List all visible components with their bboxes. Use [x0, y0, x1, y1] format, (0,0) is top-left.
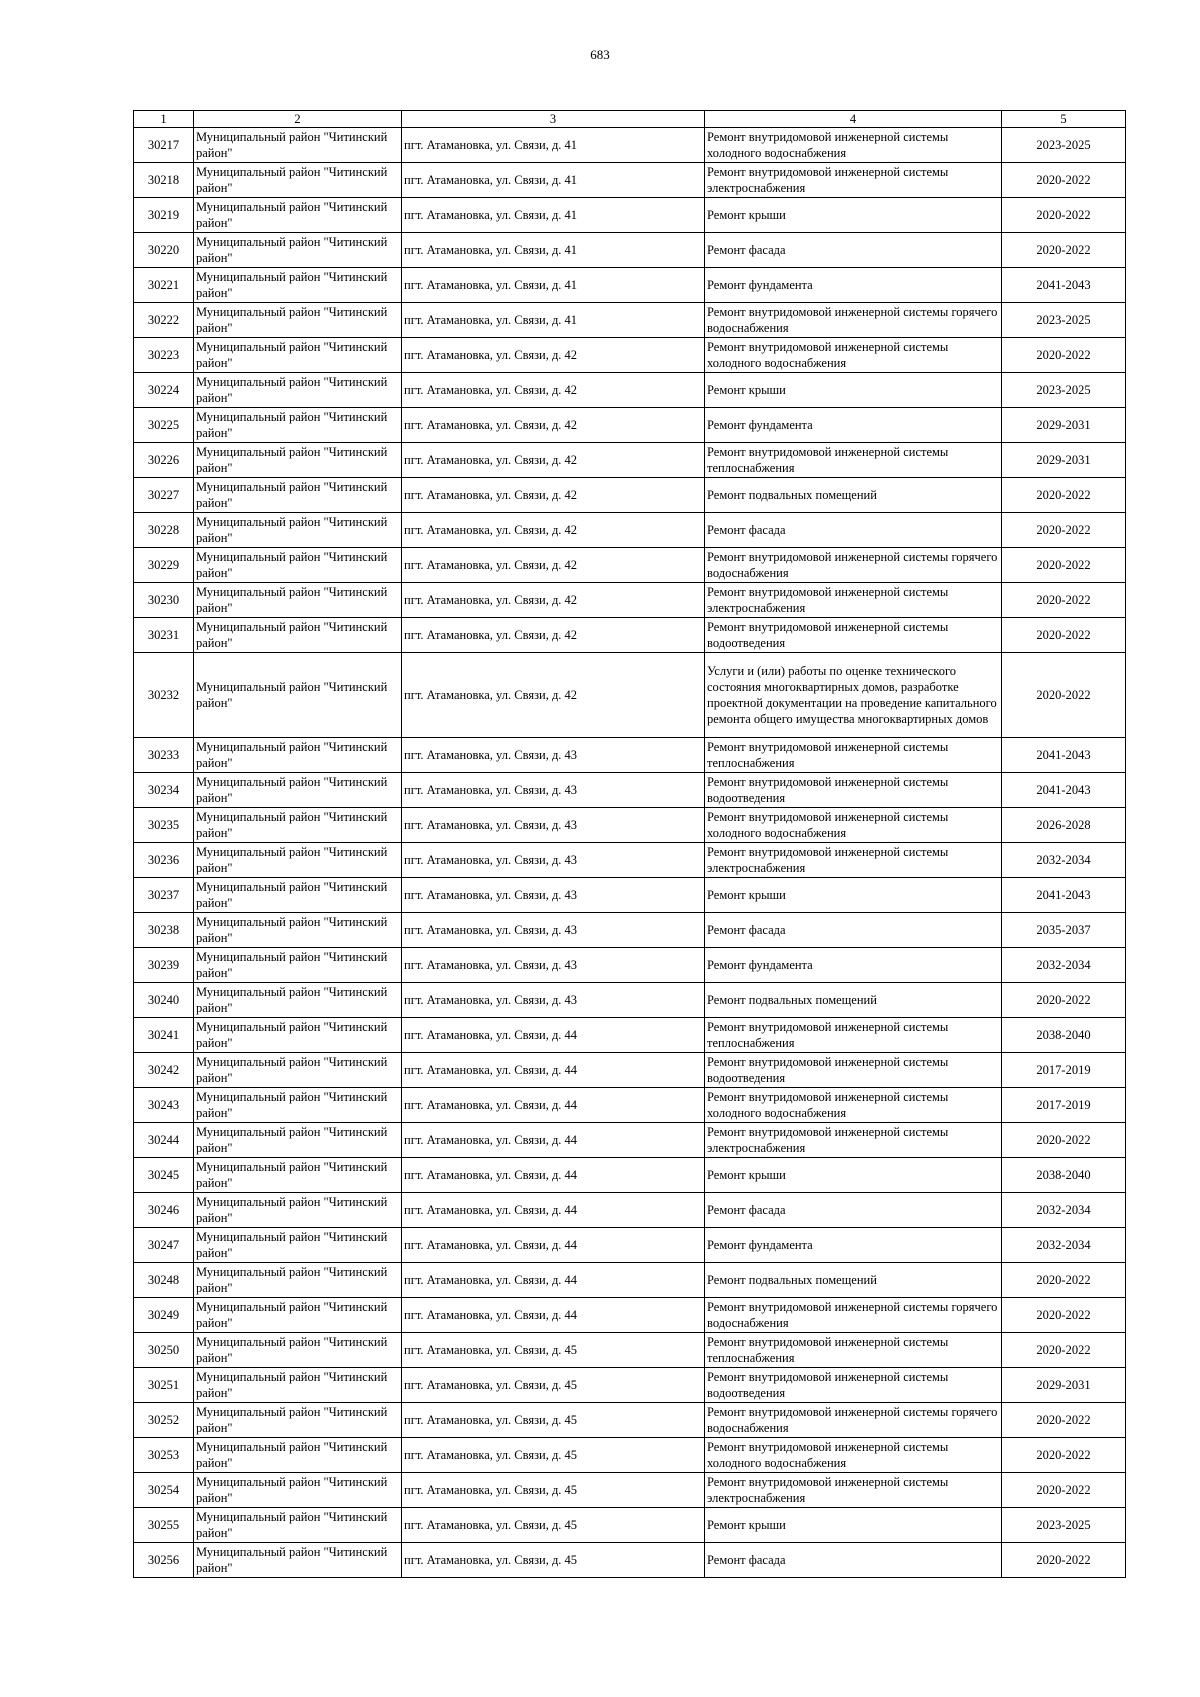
period-cell: 2020-2022 [1002, 478, 1126, 513]
municipality-cell: Муниципальный район "Читинский район" [194, 618, 402, 653]
address-cell: пгт. Атамановка, ул. Связи, д. 41 [402, 163, 705, 198]
municipality-cell: Муниципальный район "Читинский район" [194, 1298, 402, 1333]
row-number-cell: 30253 [134, 1438, 194, 1473]
column-header: 4 [705, 111, 1002, 128]
municipality-cell: Муниципальный район "Читинский район" [194, 1228, 402, 1263]
table-row [134, 653, 1126, 738]
table-row [134, 513, 1126, 548]
work-type-cell: Ремонт внутридомовой инженерной системы холодного водоснабжения [705, 1438, 1002, 1473]
table-row [134, 303, 1126, 338]
row-number-cell: 30229 [134, 548, 194, 583]
row-number-cell: 30239 [134, 948, 194, 983]
row-number-cell: 30245 [134, 1158, 194, 1193]
municipality-cell: Муниципальный район "Читинский район" [194, 1053, 402, 1088]
period-cell: 2041-2043 [1002, 878, 1126, 913]
address-cell: пгт. Атамановка, ул. Связи, д. 45 [402, 1333, 705, 1368]
work-type-cell: Ремонт фундамента [705, 948, 1002, 983]
work-type-cell: Ремонт фасада [705, 1193, 1002, 1228]
municipality-cell: Муниципальный район "Читинский район" [194, 163, 402, 198]
period-cell: 2041-2043 [1002, 268, 1126, 303]
row-number-cell: 30237 [134, 878, 194, 913]
address-cell: пгт. Атамановка, ул. Связи, д. 42 [402, 548, 705, 583]
period-cell: 2020-2022 [1002, 1263, 1126, 1298]
row-number-cell: 30227 [134, 478, 194, 513]
address-cell: пгт. Атамановка, ул. Связи, д. 41 [402, 198, 705, 233]
municipality-cell: Муниципальный район "Читинский район" [194, 948, 402, 983]
period-cell: 2020-2022 [1002, 618, 1126, 653]
period-cell: 2017-2019 [1002, 1088, 1126, 1123]
row-number-cell: 30223 [134, 338, 194, 373]
period-cell: 2026-2028 [1002, 808, 1126, 843]
row-number-cell: 30240 [134, 983, 194, 1018]
period-cell: 2020-2022 [1002, 583, 1126, 618]
period-cell: 2041-2043 [1002, 738, 1126, 773]
table-row [134, 808, 1126, 843]
row-number-cell: 30222 [134, 303, 194, 338]
period-cell: 2023-2025 [1002, 1508, 1126, 1543]
period-cell: 2020-2022 [1002, 1438, 1126, 1473]
page-number: 683 [590, 47, 610, 62]
column-header: 3 [402, 111, 705, 128]
municipality-cell: Муниципальный район "Читинский район" [194, 738, 402, 773]
period-cell: 2017-2019 [1002, 1053, 1126, 1088]
period-cell: 2035-2037 [1002, 913, 1126, 948]
table-row [134, 1508, 1126, 1543]
address-cell: пгт. Атамановка, ул. Связи, д. 41 [402, 268, 705, 303]
work-type-cell: Ремонт внутридомовой инженерной системы электроснабжения [705, 583, 1002, 618]
table-row [134, 408, 1126, 443]
municipality-cell: Муниципальный район "Читинский район" [194, 233, 402, 268]
work-type-cell: Ремонт подвальных помещений [705, 1263, 1002, 1298]
municipality-cell: Муниципальный район "Читинский район" [194, 983, 402, 1018]
address-cell: пгт. Атамановка, ул. Связи, д. 42 [402, 618, 705, 653]
municipality-cell: Муниципальный район "Читинский район" [194, 1508, 402, 1543]
period-cell: 2023-2025 [1002, 128, 1126, 163]
period-cell: 2020-2022 [1002, 1333, 1126, 1368]
table-row [134, 843, 1126, 878]
municipality-cell: Муниципальный район "Читинский район" [194, 373, 402, 408]
work-type-cell: Ремонт внутридомовой инженерной системы теплоснабжения [705, 1018, 1002, 1053]
table-row [134, 1543, 1126, 1578]
work-type-cell: Ремонт внутридомовой инженерной системы горячего водоснабжения [705, 1298, 1002, 1333]
municipality-cell: Муниципальный район "Читинский район" [194, 1403, 402, 1438]
table-row [134, 1193, 1126, 1228]
row-number-cell: 30256 [134, 1543, 194, 1578]
work-type-cell: Ремонт фасада [705, 1543, 1002, 1578]
address-cell: пгт. Атамановка, ул. Связи, д. 43 [402, 983, 705, 1018]
address-cell: пгт. Атамановка, ул. Связи, д. 42 [402, 408, 705, 443]
address-cell: пгт. Атамановка, ул. Связи, д. 44 [402, 1193, 705, 1228]
municipality-cell: Муниципальный район "Читинский район" [194, 1543, 402, 1578]
municipality-cell: Муниципальный район "Читинский район" [194, 843, 402, 878]
table-header-row [134, 111, 1126, 128]
address-cell: пгт. Атамановка, ул. Связи, д. 43 [402, 878, 705, 913]
table-row [134, 1123, 1126, 1158]
row-number-cell: 30252 [134, 1403, 194, 1438]
address-cell: пгт. Атамановка, ул. Связи, д. 44 [402, 1228, 705, 1263]
work-type-cell: Ремонт подвальных помещений [705, 983, 1002, 1018]
table-row [134, 583, 1126, 618]
address-cell: пгт. Атамановка, ул. Связи, д. 42 [402, 653, 705, 738]
row-number-cell: 30241 [134, 1018, 194, 1053]
table-row [134, 128, 1126, 163]
work-type-cell: Ремонт внутридомовой инженерной системы горячего водоснабжения [705, 548, 1002, 583]
municipality-cell: Муниципальный район "Читинский район" [194, 1158, 402, 1193]
address-cell: пгт. Атамановка, ул. Связи, д. 44 [402, 1053, 705, 1088]
period-cell: 2020-2022 [1002, 1403, 1126, 1438]
municipality-cell: Муниципальный район "Читинский район" [194, 913, 402, 948]
row-number-cell: 30219 [134, 198, 194, 233]
work-type-cell: Ремонт внутридомовой инженерной системы теплоснабжения [705, 1333, 1002, 1368]
row-number-cell: 30231 [134, 618, 194, 653]
address-cell: пгт. Атамановка, ул. Связи, д. 44 [402, 1088, 705, 1123]
period-cell: 2029-2031 [1002, 443, 1126, 478]
table-row [134, 1053, 1126, 1088]
work-type-cell: Ремонт фундамента [705, 408, 1002, 443]
municipality-cell: Муниципальный район "Читинский район" [194, 198, 402, 233]
work-type-cell: Ремонт внутридомовой инженерной системы водоотведения [705, 1368, 1002, 1403]
work-type-cell: Ремонт внутридомовой инженерной системы электроснабжения [705, 843, 1002, 878]
period-cell: 2023-2025 [1002, 303, 1126, 338]
row-number-cell: 30243 [134, 1088, 194, 1123]
period-cell: 2020-2022 [1002, 338, 1126, 373]
municipality-cell: Муниципальный район "Читинский район" [194, 1333, 402, 1368]
address-cell: пгт. Атамановка, ул. Связи, д. 43 [402, 773, 705, 808]
municipality-cell: Муниципальный район "Читинский район" [194, 548, 402, 583]
address-cell: пгт. Атамановка, ул. Связи, д. 44 [402, 1263, 705, 1298]
work-type-cell: Ремонт внутридомовой инженерной системы электроснабжения [705, 1123, 1002, 1158]
row-number-cell: 30225 [134, 408, 194, 443]
period-cell: 2020-2022 [1002, 1123, 1126, 1158]
work-type-cell: Ремонт внутридомовой инженерной системы водоотведения [705, 1053, 1002, 1088]
address-cell: пгт. Атамановка, ул. Связи, д. 41 [402, 128, 705, 163]
work-type-cell: Ремонт внутридомовой инженерной системы холодного водоснабжения [705, 128, 1002, 163]
period-cell: 2020-2022 [1002, 233, 1126, 268]
table-row [134, 1228, 1126, 1263]
address-cell: пгт. Атамановка, ул. Связи, д. 43 [402, 808, 705, 843]
row-number-cell: 30233 [134, 738, 194, 773]
address-cell: пгт. Атамановка, ул. Связи, д. 43 [402, 843, 705, 878]
work-type-cell: Ремонт внутридомовой инженерной системы электроснабжения [705, 1473, 1002, 1508]
column-header: 5 [1002, 111, 1126, 128]
municipality-cell: Муниципальный район "Читинский район" [194, 1123, 402, 1158]
address-cell: пгт. Атамановка, ул. Связи, д. 42 [402, 478, 705, 513]
table-row [134, 163, 1126, 198]
work-type-cell: Ремонт внутридомовой инженерной системы электроснабжения [705, 163, 1002, 198]
address-cell: пгт. Атамановка, ул. Связи, д. 42 [402, 513, 705, 548]
municipality-cell: Муниципальный район "Читинский район" [194, 408, 402, 443]
address-cell: пгт. Атамановка, ул. Связи, д. 41 [402, 233, 705, 268]
table-row [134, 1018, 1126, 1053]
work-type-cell: Ремонт крыши [705, 373, 1002, 408]
table-row [134, 878, 1126, 913]
municipality-cell: Муниципальный район "Читинский район" [194, 808, 402, 843]
row-number-cell: 30218 [134, 163, 194, 198]
table-row [134, 618, 1126, 653]
row-number-cell: 30238 [134, 913, 194, 948]
period-cell: 2032-2034 [1002, 1193, 1126, 1228]
row-number-cell: 30244 [134, 1123, 194, 1158]
period-cell: 2020-2022 [1002, 983, 1126, 1018]
table-row [134, 1368, 1126, 1403]
municipality-cell: Муниципальный район "Читинский район" [194, 1018, 402, 1053]
table-row [134, 1298, 1126, 1333]
row-number-cell: 30232 [134, 653, 194, 738]
capital-repair-table [133, 110, 1126, 1578]
work-type-cell: Ремонт фасада [705, 913, 1002, 948]
work-type-cell: Ремонт внутридомовой инженерной системы водоотведения [705, 618, 1002, 653]
table-row [134, 1158, 1126, 1193]
period-cell: 2020-2022 [1002, 1543, 1126, 1578]
row-number-cell: 30234 [134, 773, 194, 808]
address-cell: пгт. Атамановка, ул. Связи, д. 42 [402, 443, 705, 478]
row-number-cell: 30254 [134, 1473, 194, 1508]
work-type-cell: Ремонт фасада [705, 513, 1002, 548]
municipality-cell: Муниципальный район "Читинский район" [194, 1193, 402, 1228]
work-type-cell: Ремонт крыши [705, 1158, 1002, 1193]
row-number-cell: 30235 [134, 808, 194, 843]
period-cell: 2029-2031 [1002, 1368, 1126, 1403]
period-cell: 2020-2022 [1002, 198, 1126, 233]
table-row [134, 233, 1126, 268]
address-cell: пгт. Атамановка, ул. Связи, д. 45 [402, 1508, 705, 1543]
municipality-cell: Муниципальный район "Читинский район" [194, 268, 402, 303]
work-type-cell: Ремонт внутридомовой инженерной системы водоотведения [705, 773, 1002, 808]
row-number-cell: 30249 [134, 1298, 194, 1333]
work-type-cell: Ремонт внутридомовой инженерной системы горячего водоснабжения [705, 1403, 1002, 1438]
address-cell: пгт. Атамановка, ул. Связи, д. 42 [402, 583, 705, 618]
address-cell: пгт. Атамановка, ул. Связи, д. 42 [402, 373, 705, 408]
table-row [134, 948, 1126, 983]
work-type-cell: Ремонт фасада [705, 233, 1002, 268]
address-cell: пгт. Атамановка, ул. Связи, д. 45 [402, 1403, 705, 1438]
column-header: 1 [134, 111, 194, 128]
row-number-cell: 30247 [134, 1228, 194, 1263]
table-row [134, 443, 1126, 478]
municipality-cell: Муниципальный район "Читинский район" [194, 773, 402, 808]
municipality-cell: Муниципальный район "Читинский район" [194, 338, 402, 373]
table-row [134, 373, 1126, 408]
row-number-cell: 30250 [134, 1333, 194, 1368]
row-number-cell: 30246 [134, 1193, 194, 1228]
table-row [134, 1263, 1126, 1298]
work-type-cell: Услуги и (или) работы по оценке технического состояния многоквартирных домов, разработке проектной документации на проведение капитального ремонта общего имущества многоквартирных домов [705, 653, 1002, 738]
address-cell: пгт. Атамановка, ул. Связи, д. 43 [402, 913, 705, 948]
work-type-cell: Ремонт внутридомовой инженерной системы холодного водоснабжения [705, 338, 1002, 373]
row-number-cell: 30255 [134, 1508, 194, 1543]
municipality-cell: Муниципальный район "Читинский район" [194, 128, 402, 163]
table-row [134, 478, 1126, 513]
column-header: 2 [194, 111, 402, 128]
work-type-cell: Ремонт внутридомовой инженерной системы горячего водоснабжения [705, 303, 1002, 338]
address-cell: пгт. Атамановка, ул. Связи, д. 41 [402, 303, 705, 338]
period-cell: 2029-2031 [1002, 408, 1126, 443]
row-number-cell: 30217 [134, 128, 194, 163]
address-cell: пгт. Атамановка, ул. Связи, д. 45 [402, 1438, 705, 1473]
address-cell: пгт. Атамановка, ул. Связи, д. 43 [402, 948, 705, 983]
table-row [134, 1333, 1126, 1368]
period-cell: 2020-2022 [1002, 1473, 1126, 1508]
address-cell: пгт. Атамановка, ул. Связи, д. 44 [402, 1123, 705, 1158]
address-cell: пгт. Атамановка, ул. Связи, д. 44 [402, 1158, 705, 1193]
table-row [134, 548, 1126, 583]
address-cell: пгт. Атамановка, ул. Связи, д. 45 [402, 1473, 705, 1508]
municipality-cell: Муниципальный район "Читинский район" [194, 443, 402, 478]
work-type-cell: Ремонт фундамента [705, 1228, 1002, 1263]
municipality-cell: Муниципальный район "Читинский район" [194, 303, 402, 338]
municipality-cell: Муниципальный район "Читинский район" [194, 583, 402, 618]
work-type-cell: Ремонт внутридомовой инженерной системы теплоснабжения [705, 738, 1002, 773]
row-number-cell: 30251 [134, 1368, 194, 1403]
table-row [134, 773, 1126, 808]
municipality-cell: Муниципальный район "Читинский район" [194, 1088, 402, 1123]
table-row [134, 983, 1126, 1018]
period-cell: 2020-2022 [1002, 1298, 1126, 1333]
municipality-cell: Муниципальный район "Читинский район" [194, 1368, 402, 1403]
municipality-cell: Муниципальный район "Читинский район" [194, 513, 402, 548]
work-type-cell: Ремонт крыши [705, 878, 1002, 913]
row-number-cell: 30242 [134, 1053, 194, 1088]
period-cell: 2032-2034 [1002, 1228, 1126, 1263]
period-cell: 2032-2034 [1002, 843, 1126, 878]
address-cell: пгт. Атамановка, ул. Связи, д. 45 [402, 1368, 705, 1403]
period-cell: 2020-2022 [1002, 163, 1126, 198]
work-type-cell: Ремонт внутридомовой инженерной системы холодного водоснабжения [705, 808, 1002, 843]
table-row [134, 268, 1126, 303]
work-type-cell: Ремонт подвальных помещений [705, 478, 1002, 513]
period-cell: 2020-2022 [1002, 513, 1126, 548]
address-cell: пгт. Атамановка, ул. Связи, д. 42 [402, 338, 705, 373]
period-cell: 2020-2022 [1002, 548, 1126, 583]
row-number-cell: 30226 [134, 443, 194, 478]
table-row [134, 1088, 1126, 1123]
period-cell: 2032-2034 [1002, 948, 1126, 983]
period-cell: 2023-2025 [1002, 373, 1126, 408]
row-number-cell: 30236 [134, 843, 194, 878]
table-row [134, 1403, 1126, 1438]
table-row [134, 338, 1126, 373]
row-number-cell: 30224 [134, 373, 194, 408]
row-number-cell: 30220 [134, 233, 194, 268]
table-row [134, 1438, 1126, 1473]
municipality-cell: Муниципальный район "Читинский район" [194, 878, 402, 913]
municipality-cell: Муниципальный район "Читинский район" [194, 1438, 402, 1473]
municipality-cell: Муниципальный район "Читинский район" [194, 1263, 402, 1298]
table-row [134, 913, 1126, 948]
period-cell: 2020-2022 [1002, 653, 1126, 738]
work-type-cell: Ремонт внутридомовой инженерной системы холодного водоснабжения [705, 1088, 1002, 1123]
municipality-cell: Муниципальный район "Читинский район" [194, 478, 402, 513]
table-row [134, 1473, 1126, 1508]
table-row [134, 198, 1126, 233]
period-cell: 2041-2043 [1002, 773, 1126, 808]
municipality-cell: Муниципальный район "Читинский район" [194, 1473, 402, 1508]
address-cell: пгт. Атамановка, ул. Связи, д. 44 [402, 1298, 705, 1333]
table-row [134, 738, 1126, 773]
row-number-cell: 30221 [134, 268, 194, 303]
work-type-cell: Ремонт внутридомовой инженерной системы теплоснабжения [705, 443, 1002, 478]
work-type-cell: Ремонт крыши [705, 1508, 1002, 1543]
address-cell: пгт. Атамановка, ул. Связи, д. 44 [402, 1018, 705, 1053]
period-cell: 2038-2040 [1002, 1158, 1126, 1193]
municipality-cell: Муниципальный район "Читинский район" [194, 653, 402, 738]
work-type-cell: Ремонт фундамента [705, 268, 1002, 303]
address-cell: пгт. Атамановка, ул. Связи, д. 45 [402, 1543, 705, 1578]
address-cell: пгт. Атамановка, ул. Связи, д. 43 [402, 738, 705, 773]
work-type-cell: Ремонт крыши [705, 198, 1002, 233]
period-cell: 2038-2040 [1002, 1018, 1126, 1053]
row-number-cell: 30228 [134, 513, 194, 548]
row-number-cell: 30230 [134, 583, 194, 618]
row-number-cell: 30248 [134, 1263, 194, 1298]
